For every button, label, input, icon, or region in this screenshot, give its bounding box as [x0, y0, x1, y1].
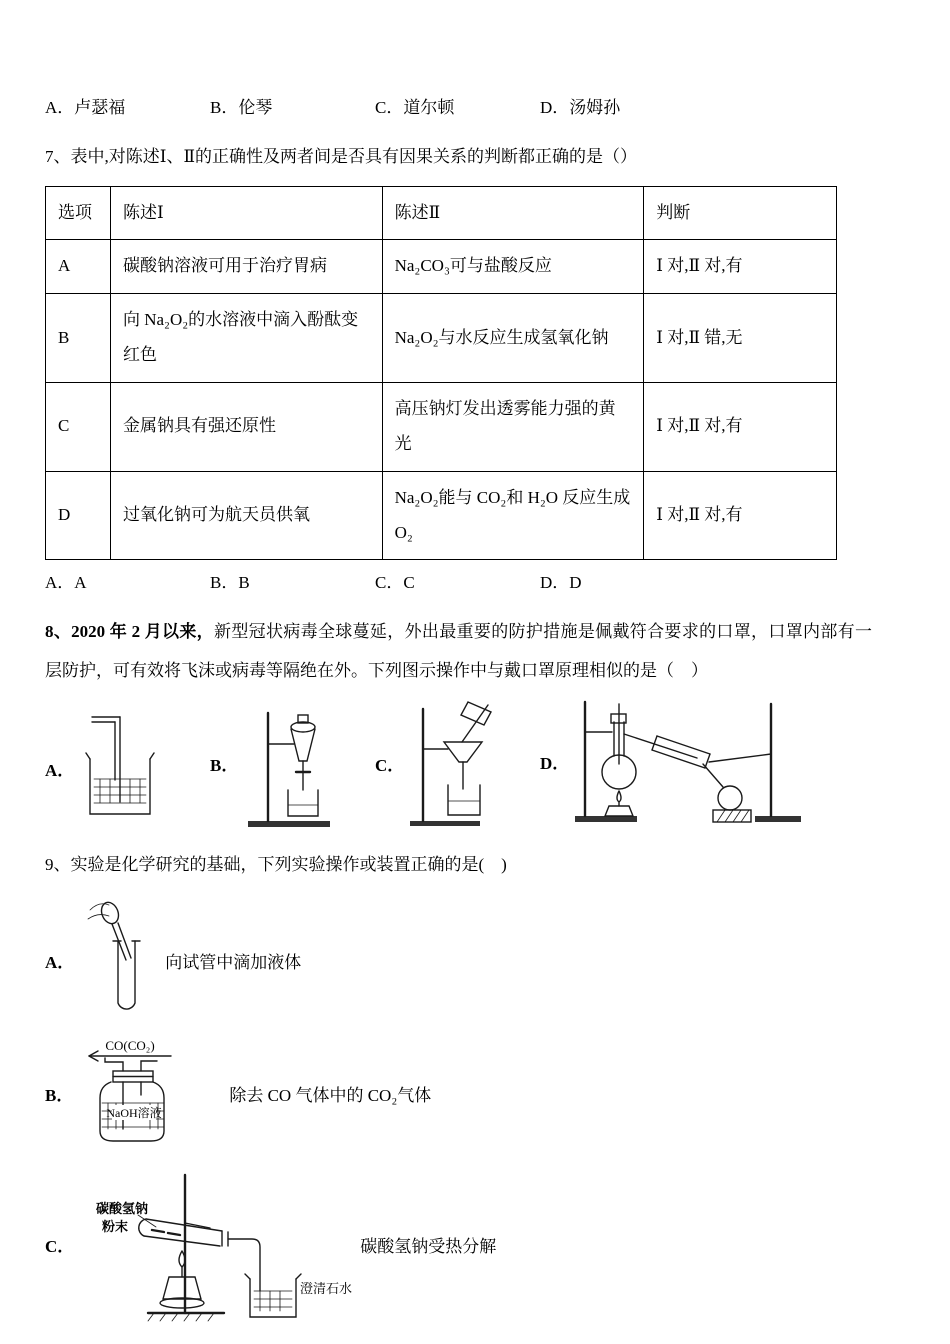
cell-statement-2: Na₂O₂能与 CO₂和 H₂O 反应生成 O₂	[382, 471, 644, 560]
option-a: A．A	[45, 573, 87, 593]
q9-option-a-label: A．	[45, 953, 75, 973]
prev-question-options	[45, 95, 872, 121]
option-a: A．卢瑟福	[45, 98, 126, 117]
q9-option-b	[45, 1037, 872, 1149]
cell-statement-2: Na₂CO₃可与盐酸反应	[382, 240, 644, 294]
q8-option-c	[375, 697, 540, 829]
question-7-stem: 7、表中,对陈述Ⅰ、Ⅱ的正确性及两者间是否具有因果关系的判断都正确的是（）	[45, 146, 638, 166]
table-row	[46, 294, 837, 383]
filtration-diagram	[408, 697, 513, 829]
option-b: B．伦琴	[210, 98, 273, 117]
gas-flow-label: CO(CO₂)	[105, 1038, 155, 1054]
table-row	[46, 240, 837, 294]
q9-option-c	[45, 1163, 872, 1325]
heating-decomposition-diagram	[82, 1163, 352, 1325]
question-7-options	[45, 570, 872, 596]
question-8-stem	[45, 612, 872, 690]
q8-option-b-label: B．	[210, 755, 239, 775]
cell-option: D	[46, 471, 111, 560]
q8-option-a	[45, 707, 210, 829]
cell-statement-2: 高压钠灯发出透雾能力强的黄光	[382, 382, 644, 471]
q8-option-d-label: D．	[540, 754, 570, 774]
cell-option: C	[46, 382, 111, 471]
q9-option-a-caption: 向试管中滴加液体	[165, 953, 302, 973]
distillation-apparatus-diagram	[573, 694, 808, 829]
cell-judgment: Ⅰ 对,Ⅱ 对,有	[644, 471, 837, 560]
bottle-solution-label: NaOH溶液	[106, 1106, 163, 1121]
header-judgment: 判断	[644, 186, 837, 240]
cell-statement-1: 过氧化钠可为航天员供氧	[110, 471, 382, 560]
q9-option-b-label: B．	[45, 1085, 74, 1105]
q8-option-c-label: C．	[375, 755, 405, 775]
option-d: D．汤姆孙	[540, 98, 621, 117]
question-8-stem-bold: 8、2020 年 2 月以来，	[45, 621, 214, 641]
q9-option-c-label: C．	[45, 1236, 75, 1256]
cell-option: A	[46, 240, 111, 294]
cell-statement-1: 金属钠具有强还原性	[110, 382, 382, 471]
cell-statement-1: 碳酸钠溶液可用于治疗胃病	[110, 240, 382, 294]
header-statement-1: 陈述Ⅰ	[110, 186, 382, 240]
gas-collection-beaker-diagram	[78, 707, 168, 829]
powder-label-line2: 粉末	[102, 1219, 129, 1235]
separating-funnel-stand-diagram	[242, 697, 342, 829]
option-d: D．D	[540, 573, 582, 593]
cell-statement-1: 向 Na₂O₂的水溶液中滴入酚酞变红色	[110, 294, 382, 383]
dropper-test-tube-diagram	[82, 898, 157, 1023]
q9-option-b-caption: 除去 CO 气体中的 CO₂气体	[229, 1085, 432, 1105]
table-row	[46, 471, 837, 560]
cell-judgment: Ⅰ 对,Ⅱ 错,无	[644, 294, 837, 383]
header-statement-2: 陈述Ⅱ	[382, 186, 644, 240]
q9-option-c-caption: 碳酸氢钠受热分解	[360, 1236, 497, 1256]
option-b: B．B	[210, 573, 250, 593]
cell-judgment: Ⅰ 对,Ⅱ 对,有	[644, 240, 837, 294]
header-option: 选项	[46, 186, 111, 240]
table-row	[46, 382, 837, 471]
option-c: C．C	[375, 573, 415, 593]
limewater-label: 澄清石水	[300, 1281, 353, 1297]
question-8-diagrams	[45, 694, 872, 829]
question-9-stem: 9、实验是化学研究的基础，下列实验操作或装置正确的是( )	[45, 855, 507, 875]
question-8-stem-rest: 新型冠状病毒全球蔓延，外出最重要的防护措施是佩戴符合要求的口罩，口罩内部有一层防护，可有效将飞沫或病毒等隔绝在外。下列图示操作中与戴口罩原理相似的是（ ）	[45, 621, 873, 680]
cell-statement-2: Na₂O₂与水反应生成氢氧化钠	[382, 294, 644, 383]
gas-washing-bottle-diagram	[81, 1037, 221, 1149]
q8-option-b	[210, 697, 375, 829]
table-header-row	[46, 186, 837, 240]
statement-judgment-table	[45, 186, 837, 561]
option-c: C．道尔顿	[375, 98, 455, 117]
q8-option-d	[540, 694, 808, 829]
q9-option-a	[45, 898, 872, 1023]
powder-label-line1: 碳酸氢钠	[96, 1201, 149, 1217]
cell-option: B	[46, 294, 111, 383]
q8-option-a-label: A．	[45, 760, 75, 780]
cell-judgment: Ⅰ 对,Ⅱ 对,有	[644, 382, 837, 471]
